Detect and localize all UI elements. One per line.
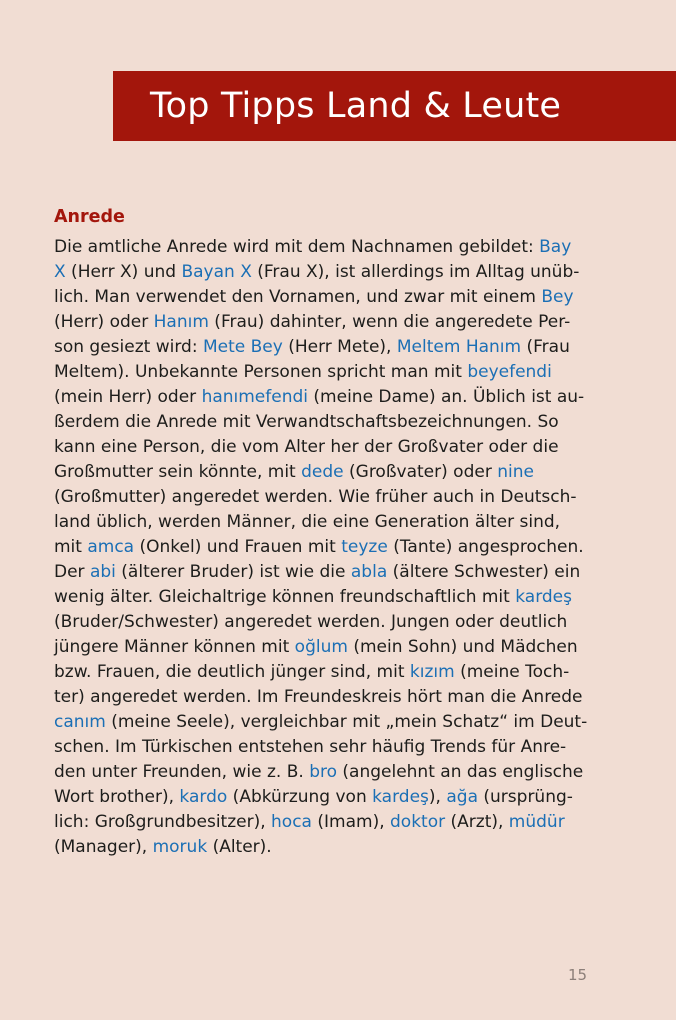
body-text: lich: Großgrundbesitzer), bbox=[54, 812, 272, 832]
body-text: (mein Herr) oder bbox=[54, 387, 202, 407]
turkish-term: müdür bbox=[508, 812, 565, 832]
turkish-term: doktor bbox=[390, 812, 446, 832]
body-text: (Alter). bbox=[207, 837, 272, 857]
text-line bbox=[54, 785, 614, 810]
text-line bbox=[54, 460, 614, 485]
body-text: (älterer Bruder) ist wie die bbox=[115, 562, 351, 582]
text-line bbox=[54, 685, 614, 710]
text-line bbox=[54, 835, 614, 860]
turkish-term: canım bbox=[54, 712, 106, 732]
turkish-term: beyefendi bbox=[467, 362, 552, 382]
body-text: (Bruder/Schwester) angeredet werden. Jungen oder deutlich bbox=[54, 612, 568, 632]
turkish-term: Meltem Hanım bbox=[396, 337, 522, 357]
body-text: (mein Sohn) und Mädchen bbox=[347, 637, 578, 657]
body-text: Wort brother), bbox=[54, 787, 180, 807]
body-text: mit bbox=[54, 537, 88, 557]
text-line bbox=[54, 385, 614, 410]
body-text: (Frau X), ist allerdings im Alltag unüb- bbox=[251, 262, 580, 282]
text-line bbox=[54, 585, 614, 610]
body-text: (Herr) oder bbox=[54, 312, 154, 332]
text-line bbox=[54, 560, 614, 585]
text-line bbox=[54, 810, 614, 835]
turkish-term: bro bbox=[309, 762, 337, 782]
body-text: bzw. Frauen, die deutlich jünger sind, mit bbox=[54, 662, 410, 682]
body-text: son gesiezt wird: bbox=[54, 337, 203, 357]
turkish-term: ağa bbox=[446, 787, 478, 807]
text-line bbox=[54, 435, 614, 460]
text-line bbox=[54, 235, 614, 260]
text-line bbox=[54, 260, 614, 285]
turkish-term: abla bbox=[350, 562, 388, 582]
body-text: (Frau bbox=[521, 337, 570, 357]
text-line bbox=[54, 535, 614, 560]
body-text: (Frau) dahinter, wenn die angeredete Per- bbox=[208, 312, 571, 332]
body-text: lich. Man verwendet den Vornamen, und zwar mit einem bbox=[54, 287, 542, 307]
turkish-term: abi bbox=[89, 562, 116, 582]
turkish-term: teyze bbox=[341, 537, 388, 557]
text-line bbox=[54, 510, 614, 535]
turkish-term: moruk bbox=[152, 837, 208, 857]
body-text: (Tante) angesprochen. bbox=[387, 537, 584, 557]
text-line bbox=[54, 485, 614, 510]
body-text: (Großmutter) angeredet werden. Wie früher auch in Deutsch- bbox=[54, 487, 577, 507]
body-text: den unter Freunden, wie z. B. bbox=[54, 762, 310, 782]
body-text: ßerdem die Anrede mit Verwandtschaftsbezeichnungen. So bbox=[54, 412, 559, 432]
body-text: (Herr X) und bbox=[65, 262, 182, 282]
body-text: (meine Toch- bbox=[454, 662, 570, 682]
turkish-term: amca bbox=[87, 537, 135, 557]
body-text: (Arzt), bbox=[445, 812, 509, 832]
body-text: ), bbox=[428, 787, 447, 807]
body-text: wenig älter. Gleichaltrige können freundschaftlich mit bbox=[54, 587, 516, 607]
section-heading: Anrede bbox=[54, 207, 125, 227]
body-text: (Großvater) oder bbox=[343, 462, 498, 482]
page-title: Top Tipps Land & Leute bbox=[150, 86, 562, 126]
body-text: ter) angeredet werden. Im Freundeskreis hört man die Anrede bbox=[54, 687, 583, 707]
text-line bbox=[54, 610, 614, 635]
text-line bbox=[54, 285, 614, 310]
body-text: (meine Dame) an. Üblich ist au- bbox=[308, 387, 585, 407]
body-text: Die amtliche Anrede wird mit dem Nachnamen gebildet: bbox=[54, 237, 540, 257]
body-text: jüngere Männer können mit bbox=[54, 637, 295, 657]
body-text: schen. Im Türkischen entstehen sehr häufig Trends für Anre- bbox=[54, 737, 567, 757]
text-line bbox=[54, 335, 614, 360]
text-line bbox=[54, 310, 614, 335]
turkish-term: Bayan X bbox=[181, 262, 252, 282]
turkish-term: Bay bbox=[539, 237, 572, 257]
turkish-term: kızım bbox=[409, 662, 455, 682]
turkish-term: X bbox=[54, 262, 66, 282]
body-text: Der bbox=[54, 562, 90, 582]
body-text: (meine Seele), vergleichbar mit „mein Schatz“ im Deut- bbox=[105, 712, 588, 732]
title-banner bbox=[113, 71, 676, 141]
body-text: (Herr Mete), bbox=[282, 337, 397, 357]
body-text: land üblich, werden Männer, die eine Generation älter sind, bbox=[54, 512, 561, 532]
turkish-term: hanımefendi bbox=[201, 387, 309, 407]
text-line bbox=[54, 710, 614, 735]
turkish-term: nine bbox=[497, 462, 534, 482]
body-text: Meltem). Unbekannte Personen spricht man mit bbox=[54, 362, 468, 382]
body-text: (ursprüng- bbox=[478, 787, 573, 807]
body-text: (Onkel) und Frauen mit bbox=[134, 537, 342, 557]
text-line bbox=[54, 410, 614, 435]
text-line bbox=[54, 660, 614, 685]
turkish-term: kardo bbox=[179, 787, 228, 807]
turkish-term: Hanım bbox=[153, 312, 209, 332]
body-text: (angelehnt an das englische bbox=[337, 762, 584, 782]
text-line bbox=[54, 360, 614, 385]
section-paragraph bbox=[54, 235, 614, 860]
turkish-term: hoca bbox=[271, 812, 312, 832]
page-number: 15 bbox=[568, 966, 588, 984]
turkish-term: kardeş bbox=[372, 787, 429, 807]
main-content bbox=[54, 205, 614, 860]
body-text: (Abkürzung von bbox=[227, 787, 373, 807]
turkish-term: Bey bbox=[541, 287, 574, 307]
body-text: (Imam), bbox=[311, 812, 391, 832]
turkish-term: Mete Bey bbox=[202, 337, 283, 357]
text-line bbox=[54, 760, 614, 785]
body-text: (Manager), bbox=[54, 837, 153, 857]
body-text: Großmutter sein könnte, mit bbox=[54, 462, 302, 482]
body-text: kann eine Person, die vom Alter her der Großvater oder die bbox=[54, 437, 559, 457]
turkish-term: oğlum bbox=[294, 637, 348, 657]
turkish-term: dede bbox=[301, 462, 344, 482]
text-line bbox=[54, 735, 614, 760]
body-text: (ältere Schwester) ein bbox=[387, 562, 581, 582]
text-line bbox=[54, 635, 614, 660]
turkish-term: kardeş bbox=[515, 587, 572, 607]
